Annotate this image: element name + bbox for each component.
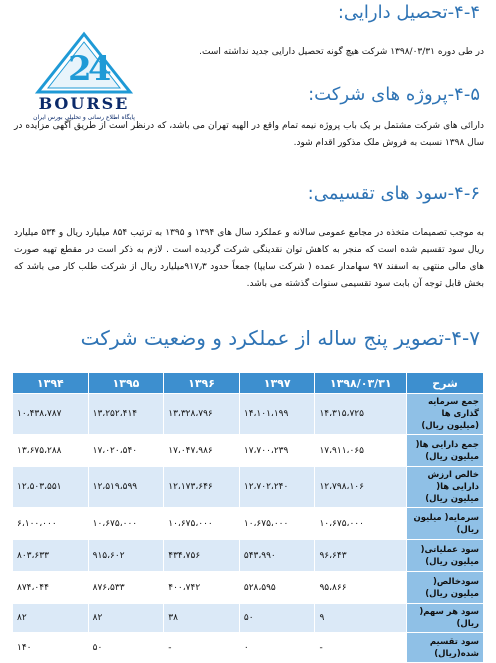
table-cell: ۱۷،۰۴۷،۹۸۶ — [164, 435, 240, 467]
table-cell: ۹۶،۶۴۳ — [315, 540, 407, 572]
table-cell: ۱۷،۷۰۰،۲۳۹ — [239, 435, 315, 467]
heading-asset-acquisition: ۴-۴-تحصیل دارایی: — [337, 2, 480, 23]
table-header-cell: شرح — [407, 373, 484, 394]
table-cell: ۱۴۰ — [13, 633, 89, 663]
table-cell: ۱۳،۲۵۲،۴۱۴ — [88, 394, 164, 435]
table-cell: - — [315, 633, 407, 663]
row-label: سود تقسیم شده(ریال) — [407, 633, 484, 663]
row-label: سودخالص( میلیون ریال) — [407, 572, 484, 604]
bourse-logo-icon — [8, 30, 160, 94]
table-cell: ۵۰ — [239, 604, 315, 633]
paragraph-company-projects: دارائی های شرکت مشتمل بر یک باب پروژه نیمه تمام واقع در الهیه تهران می باشد، که درنظر است از طریق آگهی مزایده در سال ۱۳۹۸ نسبت به فروش ملک مذکور اقدام شود. — [14, 121, 484, 148]
logo-brand: BOURSE — [38, 94, 130, 113]
table-row — [13, 394, 484, 435]
paragraph-asset-acquisition: در طی دوره ۱۳۹۸/۰۳/۳۱ شرکت هیچ گونه تحصیل دارایی جدید نداشته است. — [199, 47, 484, 57]
table-cell: ۱۷،۰۲۰،۵۴۰ — [88, 435, 164, 467]
table-header-cell: ۱۳۹۵ — [88, 373, 164, 394]
table-cell: ۸۲ — [13, 604, 89, 633]
table-cell: ۳۸ — [164, 604, 240, 633]
table-cell: ۴۰۰،۷۴۲ — [164, 572, 240, 604]
table-cell: ۱۲،۵۱۹،۵۹۹ — [88, 467, 164, 508]
table-cell: ۱۳،۳۲۸،۷۹۶ — [164, 394, 240, 435]
heading-dividends: ۴-۶-سود های تقسیمی: — [307, 183, 480, 204]
table-cell: ۱۷،۹۱۱،۰۶۵ — [315, 435, 407, 467]
table-cell: ۱۲،۷۰۲،۲۴۰ — [239, 467, 315, 508]
five-year-table — [12, 372, 484, 663]
table-cell: ۱۰،۴۳۸،۷۸۷ — [13, 394, 89, 435]
table-cell: ۱۰،۶۷۵،۰۰۰ — [88, 508, 164, 540]
table-row — [13, 435, 484, 467]
table-row — [13, 467, 484, 508]
table-header-row — [13, 373, 484, 394]
table-header-cell: ۱۳۹۴ — [13, 373, 89, 394]
table-cell: ۱۲،۱۷۳،۶۴۶ — [164, 467, 240, 508]
table-cell: ۱۴،۳۱۵،۷۲۵ — [315, 394, 407, 435]
table-cell: ۹۱۵،۶۰۲ — [88, 540, 164, 572]
row-label: جمع دارایی ها( میلیون ریال) — [407, 435, 484, 467]
svg-text:4: 4 — [88, 49, 112, 89]
table-cell: ۶،۱۰۰،۰۰۰ — [13, 508, 89, 540]
table-cell: ۱۰،۶۷۵،۰۰۰ — [239, 508, 315, 540]
row-label: سود عملیاتی( میلیون ریال) — [407, 540, 484, 572]
table-cell: ۴۳۴،۷۵۶ — [164, 540, 240, 572]
heading-five-year-performance: ۴-۷-تصویر پنج ساله از عملکرد و وضعیت شرکت — [80, 326, 480, 350]
table-row — [13, 633, 484, 663]
table-cell: ۱۴،۱۰۱،۱۹۹ — [239, 394, 315, 435]
table-header-cell: ۱۳۹۶ — [164, 373, 240, 394]
table-row — [13, 604, 484, 633]
table-row — [13, 540, 484, 572]
table-cell: ۸۰۳،۶۳۳ — [13, 540, 89, 572]
table-cell: ۸۷۶،۵۳۳ — [88, 572, 164, 604]
logo-subtitle: پایگاه اطلاع رسانی و تحلیلی بورس ایران — [33, 114, 135, 121]
table-cell: ۸۷۴،۰۴۴ — [13, 572, 89, 604]
heading-company-projects: ۴-۵-پروژه های شرکت: — [308, 84, 480, 105]
table-row — [13, 572, 484, 604]
table-cell: ۱۳،۶۷۵،۲۸۸ — [13, 435, 89, 467]
row-label: جمع سرمایه گذاری ها (میلیون ریال) — [407, 394, 484, 435]
table-row — [13, 508, 484, 540]
table-cell: ۸۲ — [88, 604, 164, 633]
table-cell: ۱۲،۵۰۳،۵۵۱ — [13, 467, 89, 508]
table-cell: - — [164, 633, 240, 663]
table-cell: ۵۴۳،۹۹۰ — [239, 540, 315, 572]
table-header-cell: ۱۳۹۷ — [239, 373, 315, 394]
table-cell: ۱۰،۶۷۵،۰۰۰ — [164, 508, 240, 540]
paragraph-dividends: به موجب تصمیمات متخذه در مجامع عمومی سالانه و عملکرد سال های ۱۳۹۴ و ۱۳۹۵ به ترتیب ۸۵۴ میلیارد ریال و ۵۳۴ میلیارد ریال سود تقسیم شده است که منجر به کاهش توان نقدینگی شرکت گردیده است . لازم به ذکر است در مقطع تهیه صورت های مالی منتهی به اسفند ۹۷ سهامدار عمده ( شرکت سایپا) جمعاً حدود ۹۱۷٫۳میلیارد ریال از شرکت طلب کار می باشد که بخش قابل توجه آن بابت سود تقسیمی سنوات گذشته می باشد. — [14, 228, 484, 289]
table-cell: ۱۲،۷۹۸،۱۰۶ — [315, 467, 407, 508]
svg-text:2: 2 — [68, 49, 92, 89]
table-cell: ۹۵،۸۶۶ — [315, 572, 407, 604]
table-cell: ۱۰،۶۷۵،۰۰۰ — [315, 508, 407, 540]
table-cell: ۵۲۸،۵۹۵ — [239, 572, 315, 604]
table-header-cell: ۱۳۹۸/۰۳/۳۱ — [315, 373, 407, 394]
table-cell: ۵۰ — [88, 633, 164, 663]
row-label: سود هر سهم( ریال) — [407, 604, 484, 633]
row-label: خالص ارزش دارایی ها( میلیون ریال) — [407, 467, 484, 508]
table-cell: ۰ — [239, 633, 315, 663]
table-cell: ۹ — [315, 604, 407, 633]
row-label: سرمایه( میلیون ریال) — [407, 508, 484, 540]
